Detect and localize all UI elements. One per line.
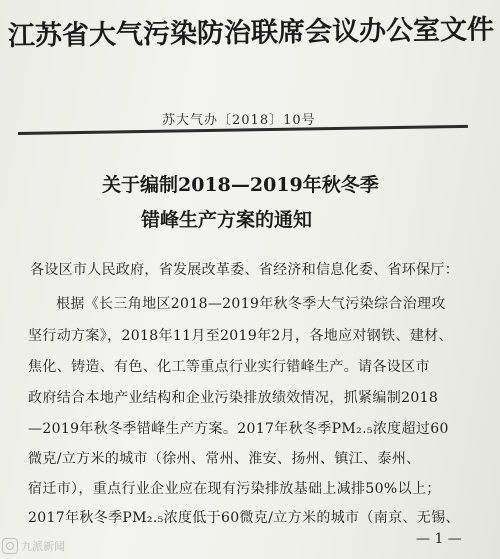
body-line: 2017年秋冬季PM₂.₅浓度低于60微克/立方米的城市（南京、无锡、 xyxy=(28,510,460,526)
body-line: 坚行动方案》，2018年11月至2019年2月，各地应对钢铁、建材、 xyxy=(28,328,453,344)
salutation: 各设区市人民政府，省发展改革委、省经济和信息化委、省环保厅： xyxy=(30,262,459,278)
watermark-logo-icon xyxy=(2,538,18,554)
document-number: 苏大气办〔2018〕10号 xyxy=(162,113,316,128)
body-line: 微克/立方米的城市（徐州、常州、淮安、扬州、镇江、泰州、 xyxy=(28,451,421,467)
body-line: 焦化、铸造、有色、化工等重点行业实行错峰生产。请各设区市 xyxy=(28,359,430,375)
notice-title-line-1: 关于编制2018—2019年秋冬季 xyxy=(102,174,379,196)
body-line: 政府结合本地产业结构和企业污染排放绩效情况，抓紧编制2018 xyxy=(28,390,439,406)
document-header-title: 江苏省大气污染防治联席会议办公室文件 xyxy=(7,14,495,52)
body-line: 宿迁市），重点行业企业应在现有污染排放基础上减排50%以上； xyxy=(28,481,441,497)
watermark-text: 九派新闻 xyxy=(21,540,65,553)
notice-title-line-2: 错峰生产方案的通知 xyxy=(141,209,313,231)
watermark xyxy=(2,538,65,554)
page-number: — 1 — xyxy=(416,531,462,547)
body-line: 根据《长三角地区2018—2019年秋冬季大气污染综合治理攻 xyxy=(56,296,446,312)
body-line: —2019年秋冬季错峰生产方案。2017年秋冬季PM₂.₅浓度超过60 xyxy=(28,421,449,437)
